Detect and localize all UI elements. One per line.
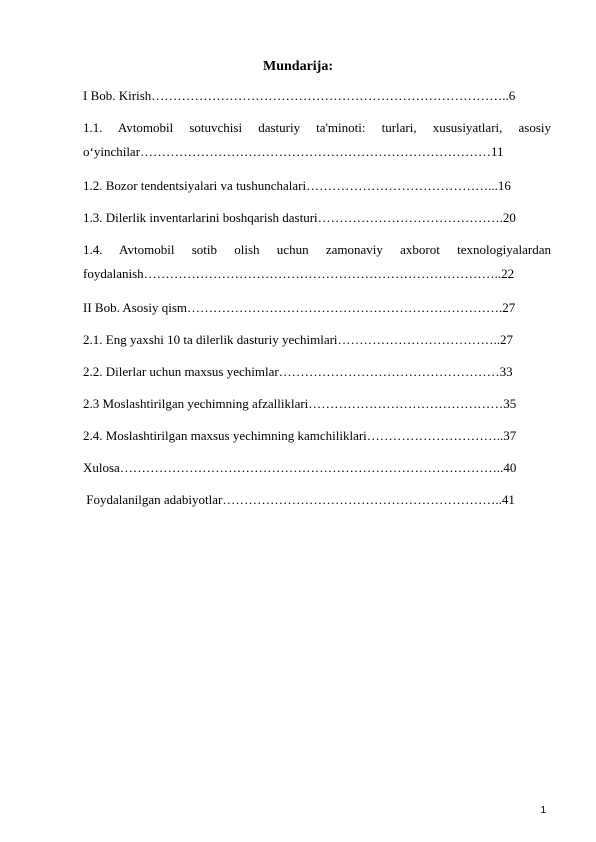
toc-entry-1-3: 1.3. Dilerlik inventarlarini boshqarish dasturi…………………………………….20 — [83, 210, 516, 225]
toc-entry-1-2: 1.2. Bozor tendentsiyalari va tushunchalari……………………………………...16 — [83, 178, 511, 193]
page-title: Mundarija: — [263, 59, 333, 74]
toc-entry-1-1-line1: 1.1. Avtomobil sotuvchisi dasturiy ta'minoti: turlari, xususiyatlari, asosiy — [83, 120, 551, 135]
toc-entry-1-4-line1: 1.4. Avtomobil sotib olish uchun zamonaviy axborot texnologiyalardan — [83, 242, 551, 257]
page-number: 1 — [540, 805, 546, 816]
toc-entry-1-4-line2: foydalanish………………………………………………………………………..22 — [83, 266, 515, 281]
toc-entry-2-3: 2.3 Moslashtirilgan yechimning afzalliklari………………………………………35 — [83, 396, 517, 411]
toc-entry-chapter-1: I Bob. Kirish………………………………………………………………………..6 — [83, 88, 516, 103]
toc-entry-2-2: 2.2. Dilerlar uchun maxsus yechimlar……………………………………………33 — [83, 364, 513, 379]
toc-entry-references: Foydalanilgan adabiyotlar………………………………………………………..41 — [83, 492, 515, 507]
toc-entry-2-1: 2.1. Eng yaxshi 10 ta dilerlik dasturiy yechimlari………………………………..27 — [83, 332, 514, 347]
toc-entry-chapter-2: II Bob. Asosiy qism……………………………………………………………….27 — [83, 300, 516, 315]
toc-entry-1-1-line2: o‘yinchilar………………………………………………………………………11 — [83, 144, 504, 159]
toc-entry-conclusion: Xulosa……………………………………………………………………………..40 — [83, 460, 517, 475]
toc-entry-2-4: 2.4. Moslashtirilgan maxsus yechimning kamchiliklari…………………………..37 — [83, 428, 517, 443]
